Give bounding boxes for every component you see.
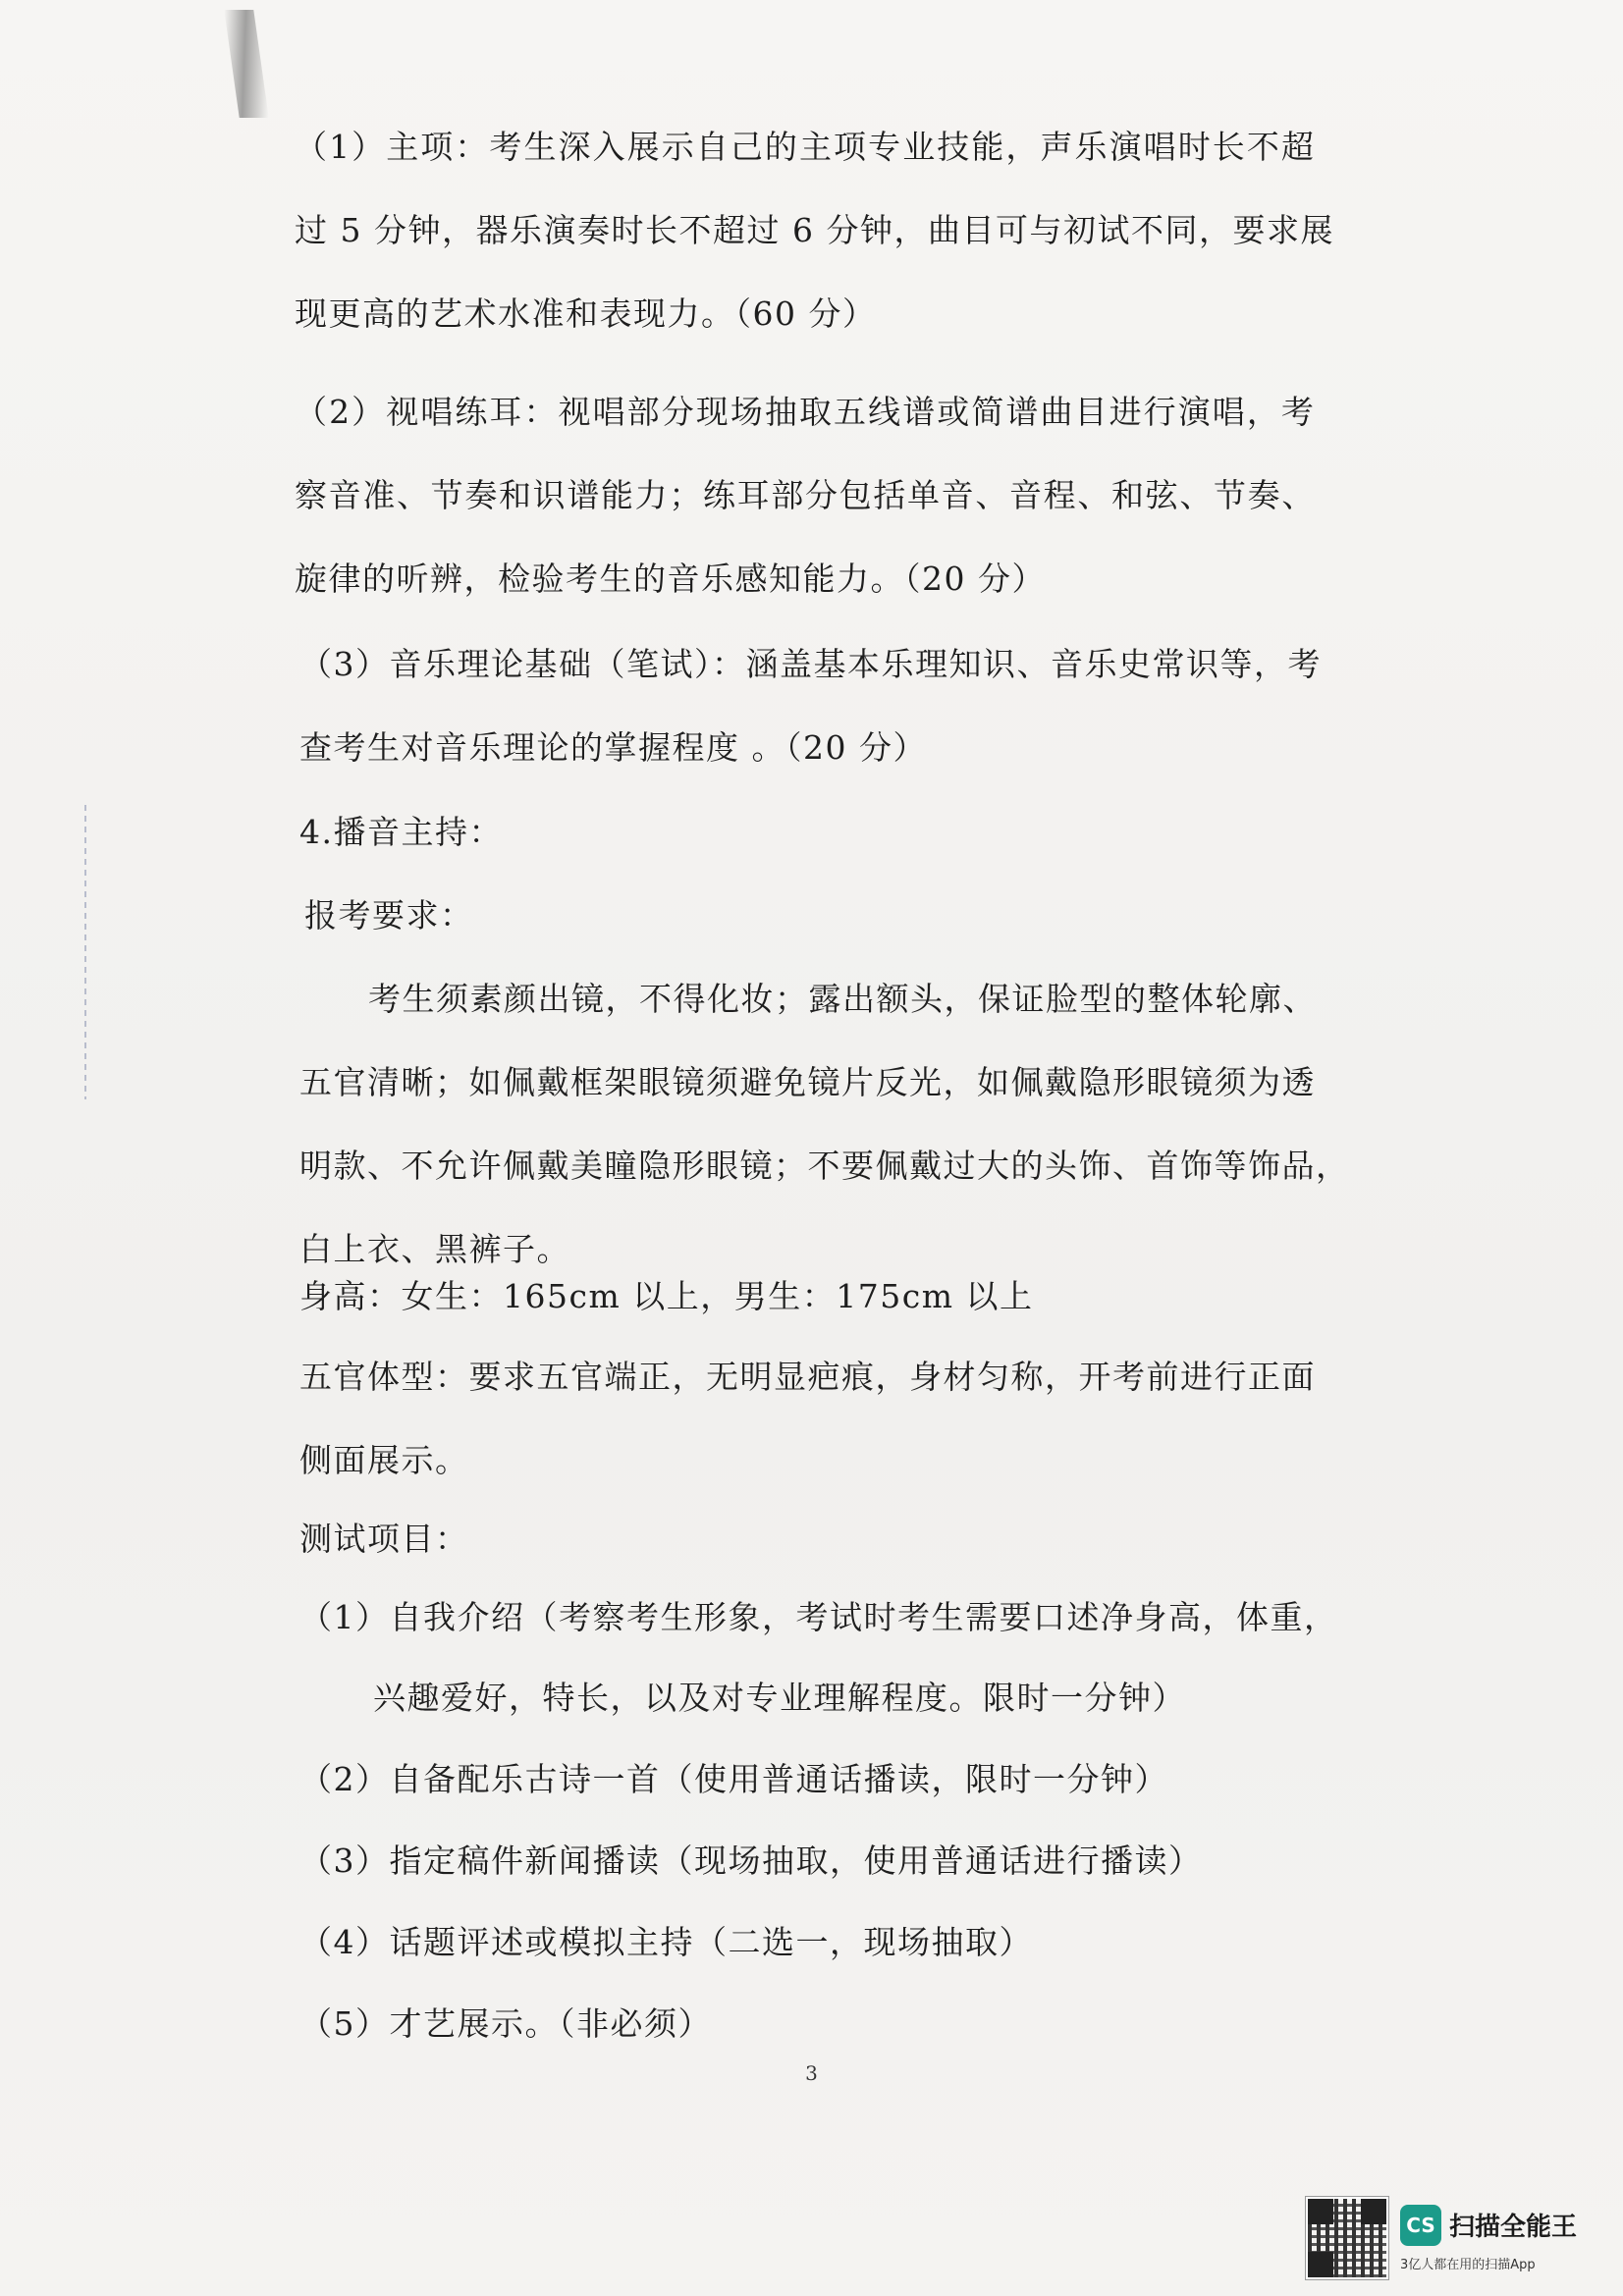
text-line-1: （1）主项：考生深入展示自己的主项专业技能，声乐演唱时长不超 — [295, 128, 1316, 166]
text-line-3: 现更高的艺术水准和表现力。（60 分） — [295, 294, 877, 333]
text-line-12: 五官清晰；如佩戴框架眼镜须避免镜片反光，如佩戴隐形眼镜须为透 — [299, 1063, 1316, 1101]
test-item-2: （2）自备配乐古诗一首（使用普通话播读，限时一分钟） — [299, 1760, 1168, 1798]
text-line-16: 五官体型：要求五官端正，无明显疤痕，身材匀称，开考前进行正面 — [299, 1358, 1316, 1396]
text-line-5: 察音准、节奏和识谱能力；练耳部分包括单音、音程、和弦、节奏、 — [295, 476, 1316, 514]
test-item-5: （5）才艺展示。（非必须） — [299, 2004, 712, 2043]
text-line-6: 旋律的听辨，检验考生的音乐感知能力。（20 分） — [295, 560, 1046, 598]
page-number: 3 — [805, 2061, 818, 2085]
watermark-tagline: 3亿人都在用的扫描App — [1400, 2258, 1536, 2272]
scanner-watermark — [1306, 2197, 1600, 2285]
text-line-8: 查考生对音乐理论的掌握程度 。（20 分） — [299, 728, 927, 767]
height-requirement: 身高：女生：165cm 以上，男生：175cm 以上 — [299, 1277, 1034, 1315]
camscanner-logo-icon: CS — [1400, 2205, 1441, 2246]
test-item-3: （3）指定稿件新闻播读（现场抽取，使用普通话进行播读） — [299, 1842, 1203, 1880]
text-line-11: 考生须素颜出镜，不得化妆；露出额头，保证脸型的整体轮廓、 — [368, 980, 1317, 1018]
scan-edge-line — [84, 805, 86, 1099]
subheading-requirements: 报考要求： — [304, 896, 474, 934]
text-line-17: 侧面展示。 — [299, 1441, 469, 1479]
test-item-1-continued: 兴趣爱好，特长，以及对专业理解程度。限时一分钟） — [373, 1679, 1186, 1717]
text-line-7: （3）音乐理论基础（笔试）：涵盖基本乐理知识、音乐史常识等，考 — [299, 645, 1322, 683]
watermark-brand: 扫描全能王 — [1449, 2213, 1578, 2242]
test-item-1: （1）自我介绍（考察考生形象，考试时考生需要口述净身高，体重， — [299, 1598, 1338, 1636]
text-line-14: 白上衣、黑裤子。 — [299, 1230, 570, 1268]
scan-edge-shadow — [224, 10, 268, 118]
section-heading-broadcasting: 4.播音主持： — [299, 813, 503, 851]
text-line-13: 明款、不允许佩戴美瞳隐形眼镜；不要佩戴过大的头饰、首饰等饰品， — [299, 1147, 1350, 1185]
qr-code-icon — [1306, 2197, 1388, 2279]
subheading-test-items: 测试项目： — [299, 1520, 469, 1558]
text-line-2: 过 5 分钟，器乐演奏时长不超过 6 分钟，曲目可与初试不同，要求展 — [295, 211, 1334, 249]
text-line-4: （2）视唱练耳：视唱部分现场抽取五线谱或简谱曲目进行演唱，考 — [295, 393, 1316, 431]
test-item-4: （4）话题评述或模拟主持（二选一，现场抽取） — [299, 1923, 1033, 1961]
